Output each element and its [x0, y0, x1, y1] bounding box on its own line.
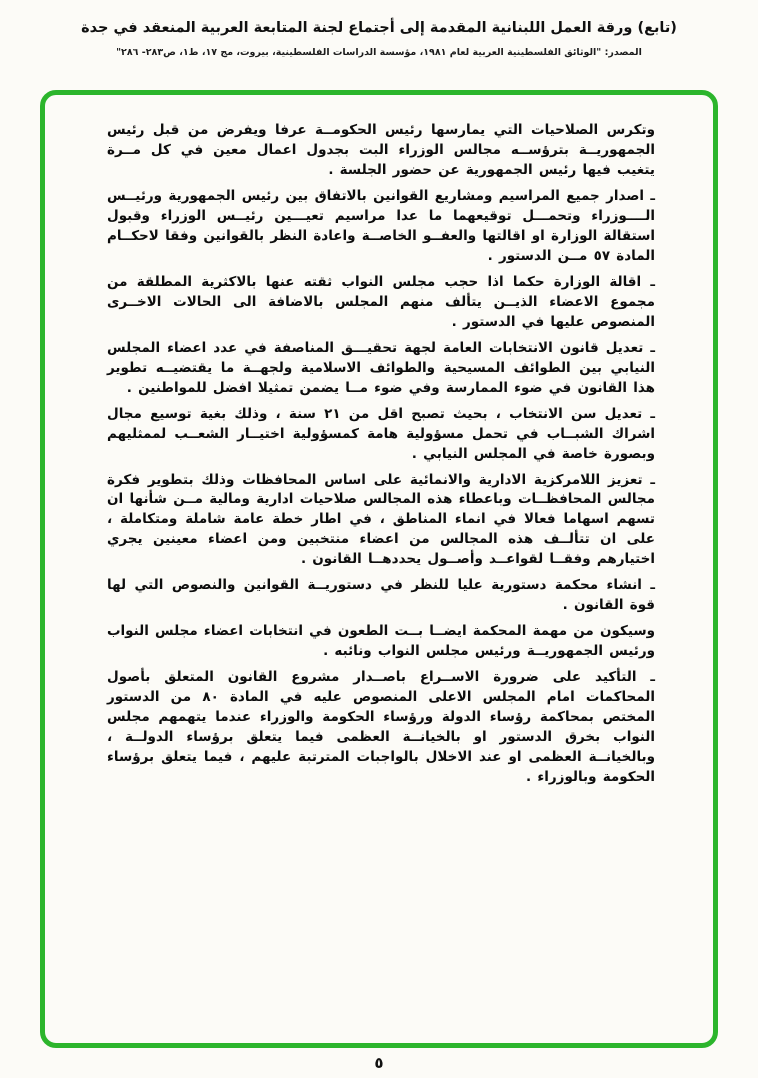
paragraph-cabinet-dismissal: ـ اقالة الوزارة حكما اذا حجب مجلس النواب ثقته عنها بالاكثرية المطلقة من مجموع الاعضاء الذيــن يتألف منهم المجلس بالاضافة الى الحالات الاخــرى المنصوص عليها في الدستور . [107, 273, 655, 330]
paragraph-court-duties: وسيكون من مهمة المحكمة ايضــا بــت الطعون في انتخابات اعضاء مجلس النواب ورئيس الجمهوريــة ورئيس مجلس النواب ونائبه . [106, 623, 655, 660]
paragraph-powers-of-pm: وتكرس الصلاحيات التي يمارسها رئيس الحكومــة عرفا ويفرض من قبل رئيس الجمهوريــة بترؤســه مجالس الوزراء البت بجدول اعمال معين في كل مــرة يتغيب فيها رئيس الجمهورية عن حضور الجلسة . [107, 122, 655, 178]
paragraph-election-law: ـ تعديل قانون الانتخابات العامة لجهة تحقيـــق المناصفة في عدد اعضاء المجلس النيابي بين الطوائف المسيحية والطوائف الاسلامية ولجهــة ما يقتضيــه تطوير هذا القانون في ضوء الممارسة وفي ضوء مــا يضمن تمثيلا افضل للمواطنين . [107, 339, 655, 396]
document-header [0, 0, 758, 58]
paragraph-constitutional-court: ـ انشاء محكمة دستورية عليا للنظر في دستوريــة القوانين والنصوص التي لها قوة القانون . [107, 577, 655, 614]
paragraph-decrees: ـ اصدار جميع المراسيم ومشاريع القوانين بالاتفاق بين رئيس الجمهورية ورئيــس الــــوزراء وتحمـــل توقيعهما ما عدا مراسيم تعيـــين رئيــس الوزراء وقبول استقالة الوزارة او اقالتها والعفــو الخاصــة واعادة النظر بالقوانين وفقا لاحكــام المادة ٥٧ مــن الدستور . [107, 187, 655, 264]
paragraph-decentralization: ـ تعزيز اللامركزية الادارية والانمائية على اساس المحافظات وذلك بتطوير فكرة مجالس المحافظــات وباعطاء هذه المجالس صلاحيات ادارية ومالية مــن شأنها ان تسهم اسهاما فعالا في انماء المناطق ، في اطار خطة عامة شاملة ومتكاملة ، على ان تتألــف هذه المجالس من اعضاء منتخبين ومن اعضاء معينين يجري اختيارهم وفقــا لقواعــد وأصــول يحددهــا القانون . [107, 471, 655, 568]
source-citation: المصدر: "الوثائق الفلسطينية العربية لعام ١٩٨١، مؤسسة الدراسات الفلسطينية، بيروت، مج ١٧، ط١، ص٢٨٣- ٢٨٦" [116, 47, 642, 58]
paragraph-voting-age: ـ تعديل سن الانتخاب ، بحيث تصبح اقل من ٢١ سنة ، وذلك بغية توسيع مجال اشراك الشبــاب في تحمل مسؤولية هامة كمسؤولية اختيــار الشعــب لممثليهم وبصورة خاصة في المجلس النيابي . [107, 405, 656, 462]
content-green-box [40, 90, 718, 1048]
page-number: ٥ [374, 1054, 384, 1072]
document-title: (تابع) ورقة العمل اللبنانية المقدمة إلى أجتماع لجنة المتابعة العربية المنعقد في جدة [81, 20, 677, 36]
paragraph-supreme-council-law: ـ التأكيد على ضرورة الاســراع باصــدار مشروع القانون المتعلق بأصول المحاكمات امام المجلس الاعلى المنصوص عليه في المادة ٨٠ من الدستور المختص بمحاكمة رؤساء الدولة ورؤساء الحكومة والوزراء عندما يتهمهم مجلس النواب بخرق الدستور او بالخيانــة العظمى فيما يتعلق برؤساء الدولــة ، وبالخيانــة العظمى او عند الاخلال بالواجبات المترتبة عليهم ، فيما يتعلق برؤساء الحكومة وبالوزراء . [107, 669, 655, 786]
